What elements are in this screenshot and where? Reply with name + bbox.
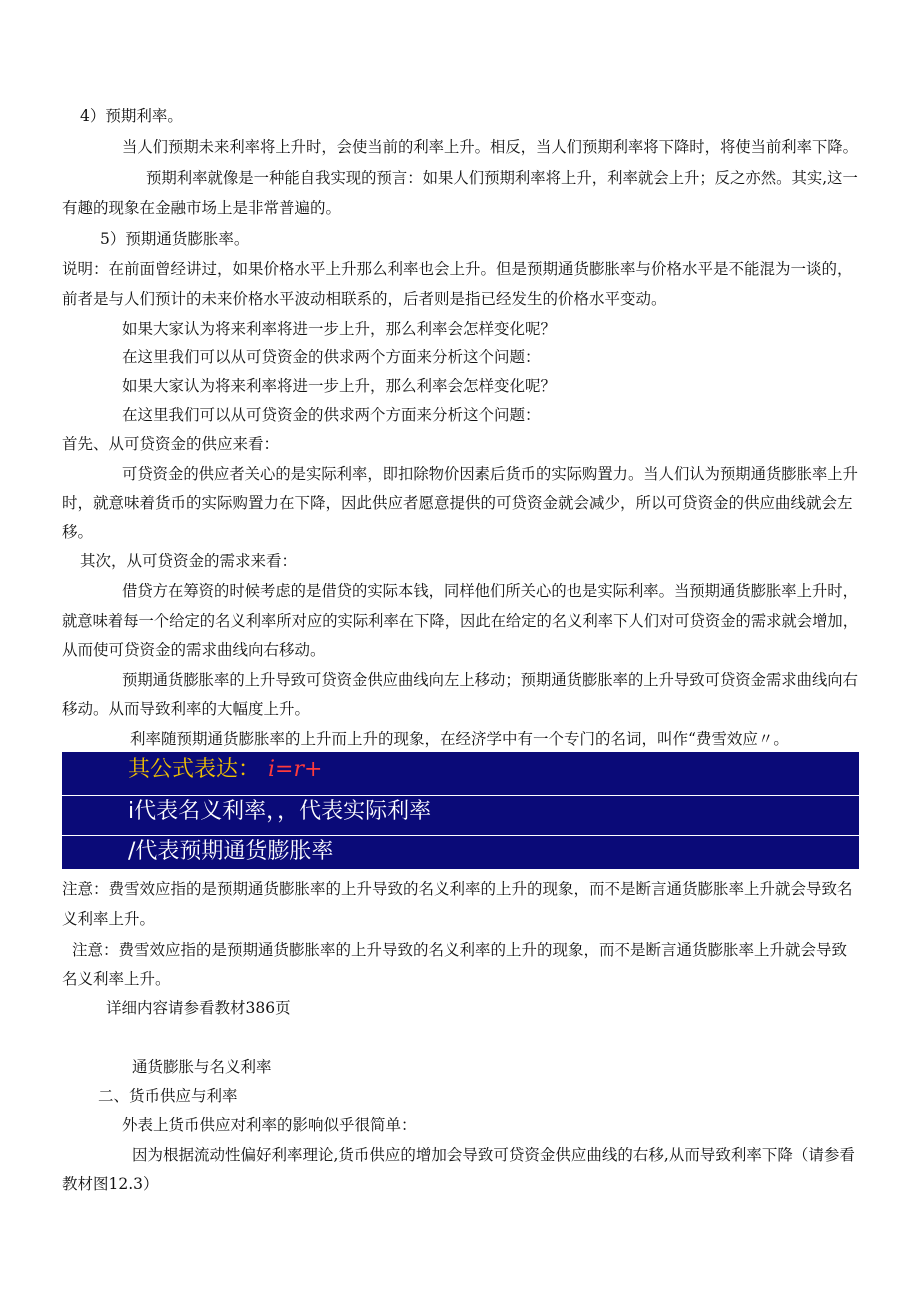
question-line-2: 如果大家认为将来利率将进一步上升，那么利率会怎样变化呢？ <box>122 377 557 395</box>
money-supply-intro: 外表上货币供应对利率的影响似乎很简单： <box>122 1116 417 1134</box>
formula-line-3: /代表预期通货膨胀率 <box>128 839 334 864</box>
note-2-l2: 名义利率上升。 <box>62 970 171 988</box>
formula-line-1 <box>128 756 322 784</box>
summary-paragraph-l1: 预期通货膨胀率的上升导致可贷资金供应曲线向左上移动；预期通货膨胀率的上升导致可贷资金需求曲线向右 <box>122 671 858 689</box>
money-supply-paragraph-l2: 教材图12.3） <box>62 1175 159 1193</box>
note-1-l2: 义利率上升。 <box>62 910 156 928</box>
supply-paragraph-l1: 可贷资金的供应者关心的是实际利率，即扣除物价因素后货币的实际购置力。当人们认为预期通货膨胀率上升 <box>122 465 858 483</box>
answer-line-1: 在这里我们可以从可贷资金的供求两个方面来分析这个问题： <box>122 348 541 366</box>
formula-label: 其公式表达： <box>128 757 261 782</box>
note-2-l1: 注意：费雪效应指的是预期通货膨胀率的上升导致的名义利率的上升的现象，而不是断言通货膨胀率上升就会导致 <box>72 941 848 959</box>
supply-paragraph-l2: 时，就意味着货币的实际购置力在下降，因此供应者愿意提供的可贷资金就会减少，所以可贷资金的供应曲线就会左 <box>62 494 853 512</box>
note-explanation-l2: 前者是与人们预计的未来价格水平波动相联系的，后者则是指已经发生的价格水平变动。 <box>62 290 667 308</box>
formula-divider-2 <box>62 835 859 836</box>
fisher-effect-intro: 利率随预期通货膨胀率的上升而上升的现象，在经济学中有一个专门的名词，叫作“费雪效应〃。 <box>130 730 789 748</box>
textbook-reference: 详细内容请参看教材386页 <box>106 999 291 1017</box>
answer-line-2: 在这里我们可以从可贷资金的供求两个方面来分析这个问题： <box>122 406 541 424</box>
demand-heading: 其次，从可贷资金的需求来看： <box>80 552 298 570</box>
demand-paragraph-l1: 借贷方在筹资的时候考虑的是借贷的实际本钱，同样他们所关心的也是实际利率。当预期通货膨胀率上升时， <box>122 582 858 600</box>
summary-paragraph-l2: 移动。从而导致利率的大幅度上升。 <box>62 700 311 718</box>
note-1-l1: 注意：费雪效应指的是预期通货膨胀率的上升导致的名义利率的上升的现象，而不是断言通货膨胀率上升就会导致名 <box>62 880 853 898</box>
money-supply-paragraph-l1: 因为根据流动性偏好利率理论,货币供应的增加会导致可贷资金供应曲线的右移,从而导致利率下降（请参看 <box>132 1146 855 1164</box>
section-2-heading: 二、货币供应与利率 <box>98 1087 238 1105</box>
supply-paragraph-l3: 移。 <box>62 523 94 541</box>
question-line-1: 如果大家认为将来利率将进一步上升，那么利率会怎样变化呢？ <box>122 320 557 338</box>
formula-box <box>62 752 859 869</box>
note-explanation-l1: 说明：在前面曾经讲过，如果价格水平上升那么利率也会上升。但是预期通货膨胀率与价格水平是不能混为一谈的， <box>62 260 853 278</box>
section-5-heading: 5）预期通货膨胀率。 <box>100 230 250 248</box>
formula-expression: i=r+ <box>268 757 323 782</box>
demand-paragraph-l2: 就意味着每一个给定的名义利率所对应的实际利率在下降，因此在给定的名义利率下人们对可贷资金的需求就会增加， <box>62 612 859 630</box>
supply-heading: 首先、从可贷资金的供应来看： <box>62 435 280 453</box>
paragraph-self-fulfilling-l1: 预期利率就像是一种能自我实现的预言：如果人们预期利率将上升，利率就会上升；反之亦然。其实,这一 <box>146 169 858 187</box>
demand-paragraph-l3: 从而使可贷资金的需求曲线向右移动。 <box>62 641 326 659</box>
paragraph-self-fulfilling-l2: 有趣的现象在金融市场上是非常普遍的。 <box>62 199 342 217</box>
formula-line-2: i代表名义利率，，代表实际利率 <box>128 799 432 824</box>
paragraph-expected-rate: 当人们预期未来利率将上升时，会使当前的利率上升。相反，当人们预期利率将下降时，将使当前利率下降。 <box>122 138 858 156</box>
section-4-heading: 4）预期利率。 <box>80 107 183 125</box>
section-caption: 通货膨胀与名义利率 <box>132 1058 272 1076</box>
formula-divider-1 <box>62 795 859 796</box>
